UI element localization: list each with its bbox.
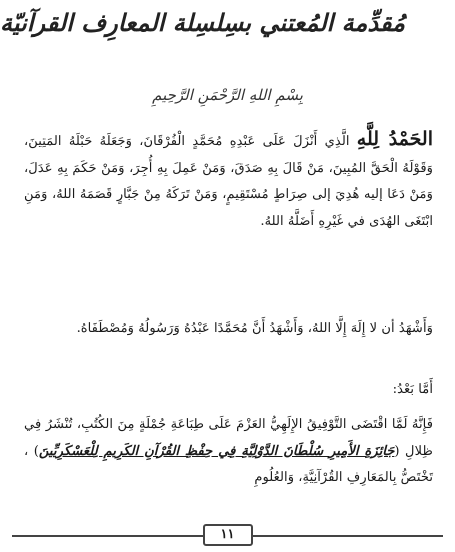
paragraph-text: الَّذِي أَنْزَلَ عَلَى عَبْدِهِ مُحَمَّدٍ الْفُرْقَانَ، وَجَعَلَهُ حَبْلَهُ المَتِينَ، وَقَوْلَهُ الْحَقَّ المُبِينَ، مَنْ قَالَ بِهِ صَدَقَ، وَمَنْ عَمِلَ بِهِ أُجِرَ، وَمَنْ حَكَمَ بِهِ عَدَلَ، وَمَنْ دَعَا إليه هُدِيَ إلى صِرَاطٍ مُسْتَقِيمٍ، وَمَنْ تَرَكَهُ مِنْ جَبَّارٍ قَصَمَهُ اللهُ، وَمَنِ ابْتَغَى الهُدَى في غَيْرِهِ أَضَلَّهُ اللهُ. bbox=[24, 134, 433, 229]
page-title: مُقدِّمة المُعتني بسِلسِلة المعارِف القرآنيّة bbox=[0, 8, 405, 37]
paragraph-testimony: وَأَشْهَدُ أن لا إِلَهَ إِلَّا اللهُ، وَأَشْهَدُ أَنَّ مُحَمَّدًا عَبْدُهُ وَرَسُولُهُ وَمُصْطَفَاهُ. bbox=[76, 321, 433, 336]
page-number: ١١ bbox=[203, 524, 253, 546]
prize-name: جَائِزَةِ الأَمِيرِ سُلْطَانَ الدَّوْلِيَّةِ فِي حِفْظِ القُرْآنِ الكَرِيمِ لِلْعَسْكَرِيِّينَ bbox=[38, 443, 395, 459]
paragraph-amma-bad: أَمَّا بَعْدُ: bbox=[392, 382, 433, 397]
paragraph-text: فَإِنَّهُ لَمَّا اقْتَضَى التَّوْفِيقُ الإِلَهِيُّ العَزْمَ عَلَى طِبَاعَةِ جُمْلَةٍ مِنَ الكُتُبِ، تُنْشَرُ فِي ظِلالِ ( bbox=[24, 417, 433, 459]
paragraph-praise bbox=[24, 126, 433, 235]
paragraph-lead: الحَمْدُ لِلَّهِ bbox=[356, 128, 433, 150]
paragraph-intro bbox=[24, 412, 433, 492]
basmala: بِسْمِ اللهِ الرَّحْمَنِ الرَّحِيمِ bbox=[152, 86, 303, 104]
page-footer bbox=[12, 524, 443, 546]
paragraph-text: ) ، تَخْتَصُّ بِالمَعَارِفِ القُرْآنِيَّةِ، وَالعُلُومِ bbox=[24, 443, 433, 485]
